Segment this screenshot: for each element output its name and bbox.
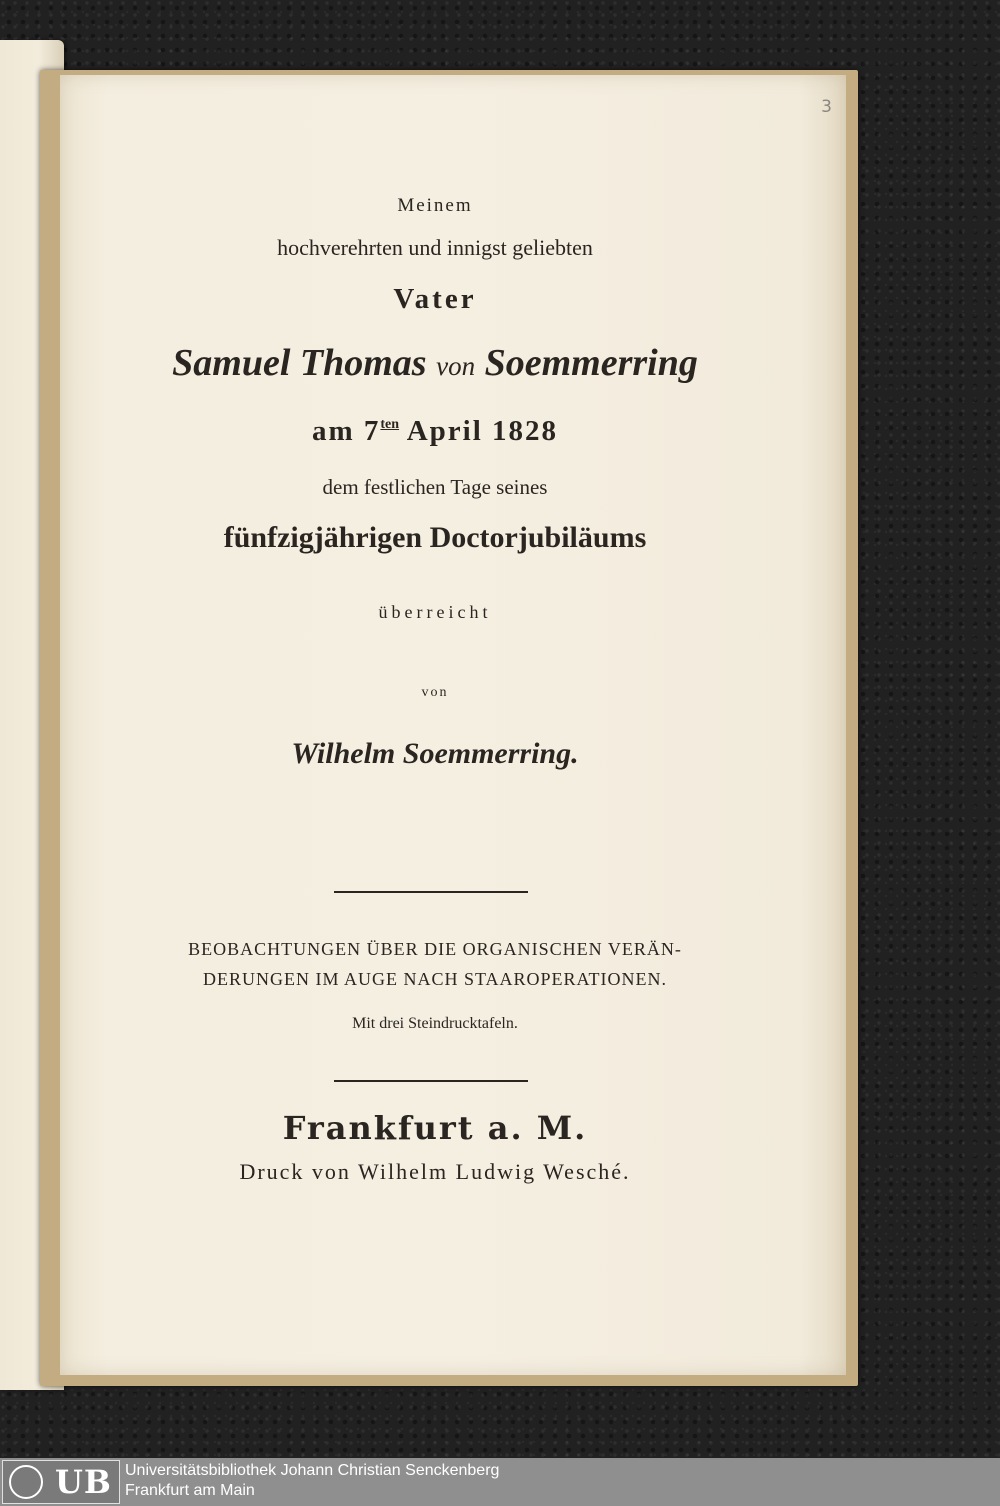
divider-rule-top: [334, 891, 528, 893]
dedication-ueberreicht: überreicht: [378, 602, 492, 622]
dedication-jubilee: fünfzigjährigen Doctorjubiläums: [223, 521, 647, 554]
library-city: Frankfurt am Main: [125, 1482, 255, 1499]
dedication-date: [60, 415, 810, 448]
work-title-line-1: BEOBACHTUNGEN ÜBER DIE ORGANISCHEN VERÄN-: [188, 939, 682, 959]
dedication-von: von: [421, 685, 449, 700]
plates-note: Mit drei Steindrucktafeln.: [352, 1015, 518, 1032]
date-rest: April 1828: [406, 415, 559, 447]
dedication-festlich: dem festlichen Tage seines: [322, 475, 548, 499]
date-am: am 7: [311, 415, 381, 447]
page-number: 3: [821, 97, 832, 117]
seal-icon: [9, 1465, 43, 1499]
divider-rule-bottom: [334, 1080, 528, 1082]
dedicatee-first-names: Samuel Thomas: [172, 342, 427, 384]
dedicatee-name: [60, 341, 810, 385]
work-title-line-2: DERUNGEN IM AUGE NACH STAAROPERATIONEN.: [202, 969, 668, 989]
imprint-printer: Druck von Wilhelm Ludwig Wesché.: [239, 1159, 631, 1184]
library-footer-banner: [0, 1458, 1000, 1506]
ub-logo[interactable]: [2, 1460, 120, 1504]
ub-logo-text: UB: [55, 1463, 112, 1501]
dedicatee-surname: Soemmerring: [484, 342, 698, 384]
title-page: [60, 75, 846, 1375]
imprint-place: Frankfurt a. M.: [282, 1109, 588, 1147]
date-suffix: ten: [380, 417, 400, 432]
library-name: Universitätsbibliothek Johann Christian Senckenberg: [125, 1462, 500, 1479]
author-name: Wilhelm Soemmerring.: [291, 737, 579, 770]
dedication-hochverehrten: hochverehrten und innigst geliebten: [277, 235, 593, 260]
dedication-vater: Vater: [393, 283, 477, 315]
dedicatee-particle: von: [436, 351, 476, 381]
dedication-meinem: Meinem: [397, 195, 473, 216]
